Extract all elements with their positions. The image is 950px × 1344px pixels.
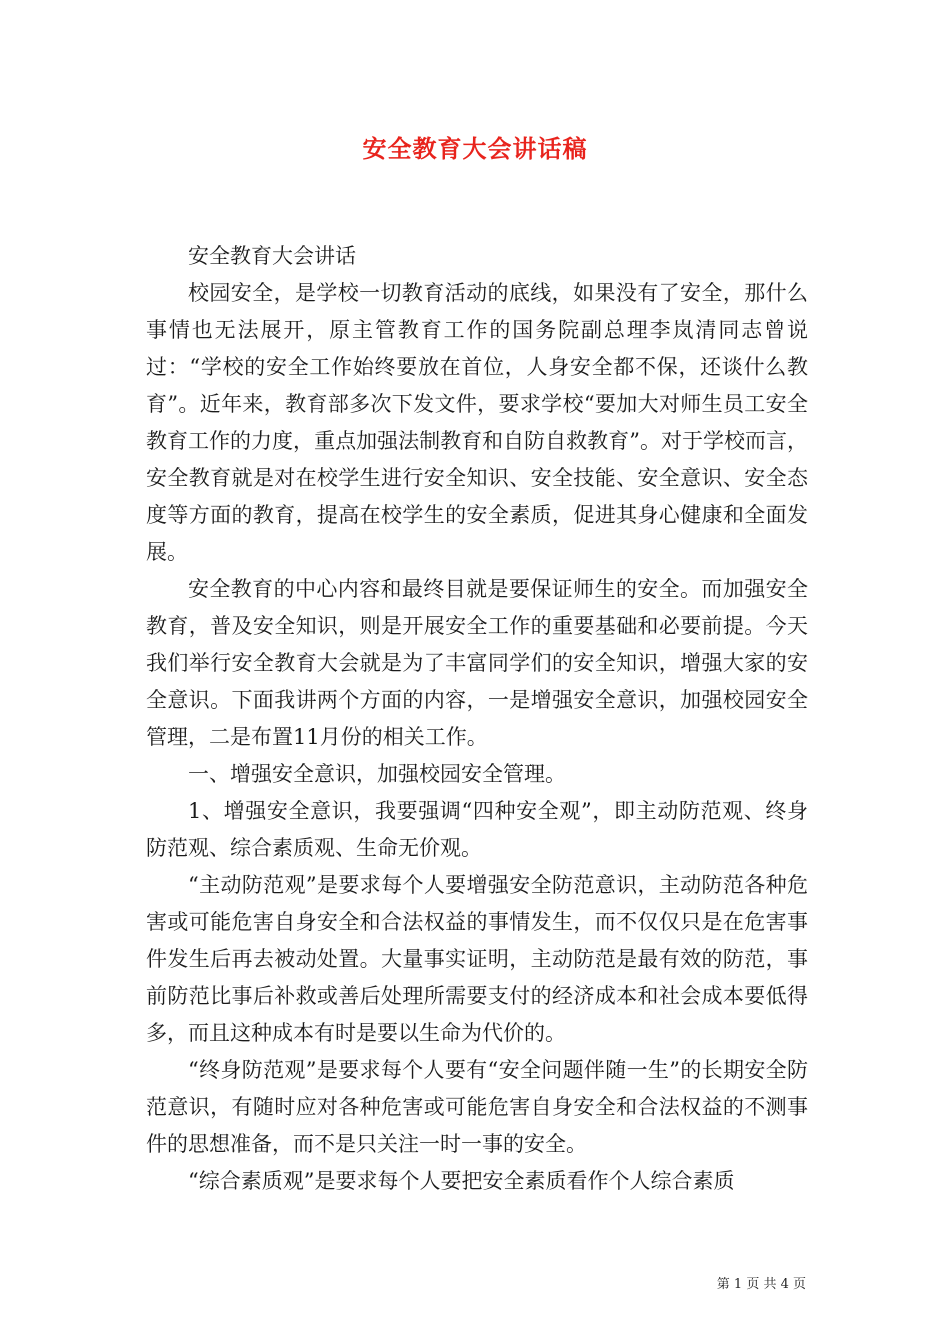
- document-title: 安全教育大会讲话稿: [362, 134, 588, 163]
- paragraph-core-content: 安全教育的中心内容和最终目就是要保证师生的安全。而加强安全教育，普及安全知识，则是开展安全工作的重要基础和必要前提。今天我们举行安全教育大会就是为了丰富同学们的安全知识，增强大家的安全意识。下面我讲两个方面的内容，一是增强安全意识，加强校园安全管理，二是布置11月份的相关工作。: [146, 577, 808, 749]
- speech-heading: 安全教育大会讲话: [188, 244, 356, 268]
- section-heading-1: 一、增强安全意识，加强校园安全管理。: [188, 762, 566, 786]
- paragraph-active-prevention: “主动防范观”是要求每个人要增强安全防范意识，主动防范各种危害或可能危害自身安全和合法权益的事情发生，而不仅仅只是在危害事件发生后再去被动处置。大量事实证明，主动防范是最有效的防范，事前防范比事后补救或善后处理所需要支付的经济成本和社会成本要低得多，而且这种成本有时是要以生命为代价的。: [146, 873, 808, 1045]
- page-number: 第 1 页 共 4 页: [716, 1277, 806, 1292]
- paragraph-lifelong-prevention: “终身防范观”是要求每个人要有“安全问题伴随一生”的长期安全防范意识，有随时应对各种危害或可能危害自身安全和合法权益的不测事件的思想准备，而不是只关注一时一事的安全。: [146, 1058, 808, 1156]
- document-body: [146, 238, 808, 1200]
- paragraph-campus-safety: 校园安全，是学校一切教育活动的底线，如果没有了安全，那什么事情也无法展开，原主管教育工作的国务院副总理李岚清同志曾说过：“学校的安全工作始终要放在首位，人身安全都不保，还谈什么教育”。近年来，教育部多次下发文件，要求学校“要加大对师生员工安全教育工作的力度，重点加强法制教育和自防自救教育”。对于学校而言，安全教育就是对在校学生进行安全知识、安全技能、安全意识、安全态度等方面的教育，提高在校学生的安全素质，促进其身心健康和全面发展。: [146, 281, 808, 564]
- paragraph-four-views: 1、增强安全意识，我要强调“四种安全观”，即主动防范观、终身防范观、综合素质观、生命无价观。: [146, 799, 808, 860]
- paragraph-comprehensive-quality: “综合素质观”是要求每个人要把安全素质看作个人综合素质: [188, 1169, 735, 1193]
